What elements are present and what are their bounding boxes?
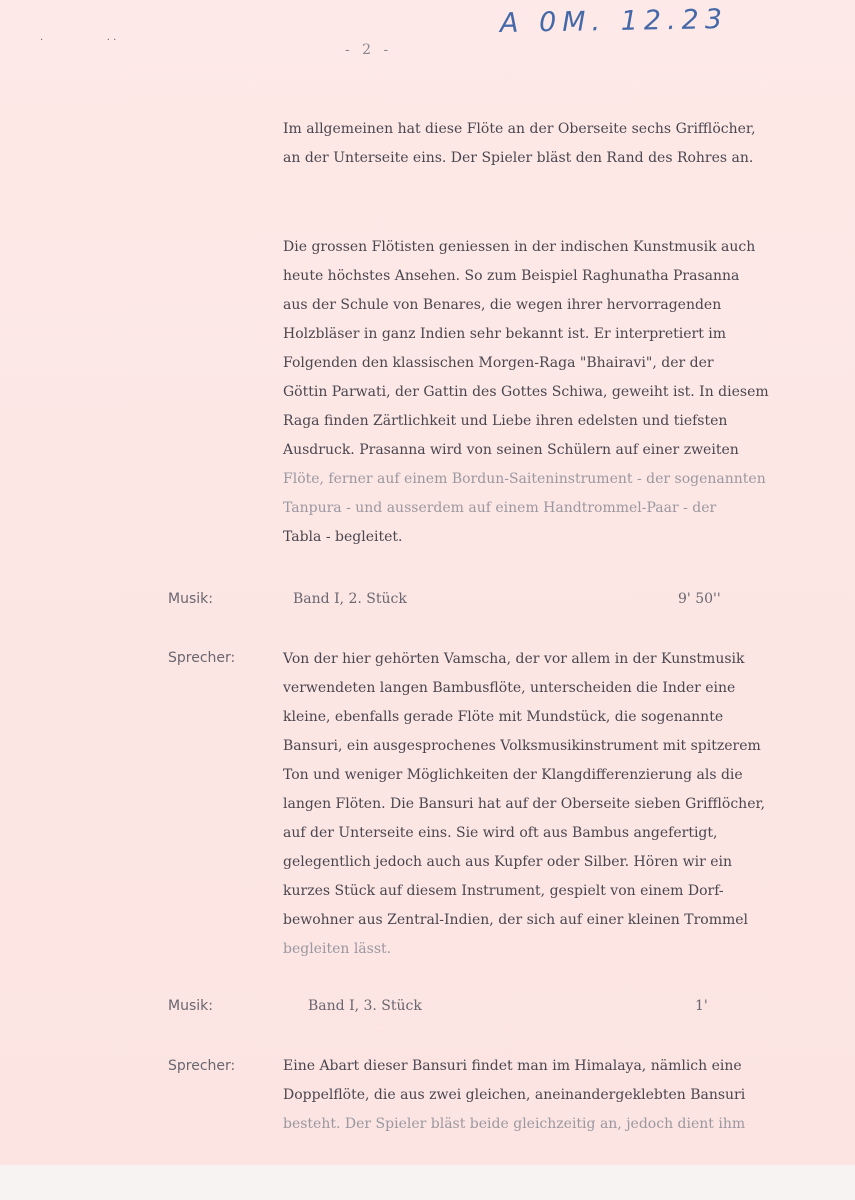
text-line: Ton und weniger Möglichkeiten der Klangdifferenzierung als die	[283, 767, 743, 783]
music-duration: 1'	[695, 998, 708, 1014]
text-line: aus der Schule von Benares, die wegen ihrer hervorragenden	[283, 297, 722, 313]
text-line: Ausdruck. Prasanna wird von seinen Schülern auf einer zweiten	[283, 442, 739, 458]
text-line: Eine Abart dieser Bansuri findet man im Himalaya, nämlich eine	[283, 1058, 742, 1074]
page-number: - 2 -	[345, 42, 393, 58]
text-line: Die grossen Flötisten geniessen in der indischen Kunstmusik auch	[283, 239, 756, 255]
music-band-reference: Band I, 2. Stück	[293, 591, 407, 607]
text-line: Doppelflöte, die aus zwei gleichen, aneinandergeklebten Bansuri	[283, 1087, 746, 1103]
text-line: bewohner aus Zentral-Indien, der sich auf einer kleinen Trommel	[283, 912, 749, 928]
text-line: heute höchstes Ansehen. So zum Beispiel Raghunatha Prasanna	[283, 268, 740, 284]
text-line: besteht. Der Spieler bläst beide gleichzeitig an, jedoch dient ihm	[283, 1116, 746, 1132]
text-line: Im allgemeinen hat diese Flöte an der Oberseite sechs Grifflöcher,	[283, 121, 756, 137]
text-line: an der Unterseite eins. Der Spieler bläst den Rand des Rohres an.	[283, 150, 754, 166]
text-line: auf der Unterseite eins. Sie wird oft aus Bambus angefertigt,	[283, 825, 718, 841]
text-line: kleine, ebenfalls gerade Flöte mit Mundstück, die sogenannte	[283, 709, 724, 725]
text-line: Folgenden den klassischen Morgen-Raga "Bhairavi", der der	[283, 355, 714, 371]
archive-mark: A 0M. 12.23	[499, 4, 729, 39]
speaker-label: Sprecher:	[168, 650, 236, 666]
text-line: langen Flöten. Die Bansuri hat auf der Oberseite sieben Grifflöcher,	[283, 796, 766, 812]
text-line: Tanpura - und ausserdem auf einem Handtrommel-Paar - der	[283, 500, 717, 516]
text-line: Tabla - begleitet.	[283, 529, 403, 545]
text-line: Göttin Parwati, der Gattin des Gottes Schiwa, geweiht ist. In diesem	[283, 384, 769, 400]
music-label: Musik:	[168, 998, 213, 1014]
flutist-paragraph	[283, 233, 828, 552]
text-line: Flöte, ferner auf einem Bordun-Saiteninstrument - der sogenannten	[283, 471, 766, 487]
speaker-label: Sprecher:	[168, 1058, 236, 1074]
text-line: Bansuri, ein ausgesprochenes Volksmusikinstrument mit spitzerem	[283, 738, 761, 754]
text-line: Raga finden Zärtlichkeit und Liebe ihren edelsten und tiefsten	[283, 413, 728, 429]
music-duration: 9' 50''	[678, 591, 721, 607]
music-label: Musik:	[168, 591, 213, 607]
scan-speckles: · · ·	[40, 35, 117, 46]
text-line: begleiten lässt.	[283, 941, 392, 957]
speaker-paragraph	[283, 1052, 828, 1139]
speaker-paragraph	[283, 645, 828, 964]
music-band-reference: Band I, 3. Stück	[308, 998, 422, 1014]
text-line: gelegentlich jedoch auch aus Kupfer oder Silber. Hören wir ein	[283, 854, 733, 870]
scan-bottom-edge	[0, 1165, 855, 1200]
text-line: verwendeten langen Bambusflöte, unterscheiden die Inder eine	[283, 680, 736, 696]
text-line: kurzes Stück auf diesem Instrument, gespielt von einem Dorf-	[283, 883, 724, 899]
text-line: Holzbläser in ganz Indien sehr bekannt ist. Er interpretiert im	[283, 326, 727, 342]
intro-paragraph	[283, 115, 828, 173]
text-line: Von der hier gehörten Vamscha, der vor allem in der Kunstmusik	[283, 651, 745, 667]
